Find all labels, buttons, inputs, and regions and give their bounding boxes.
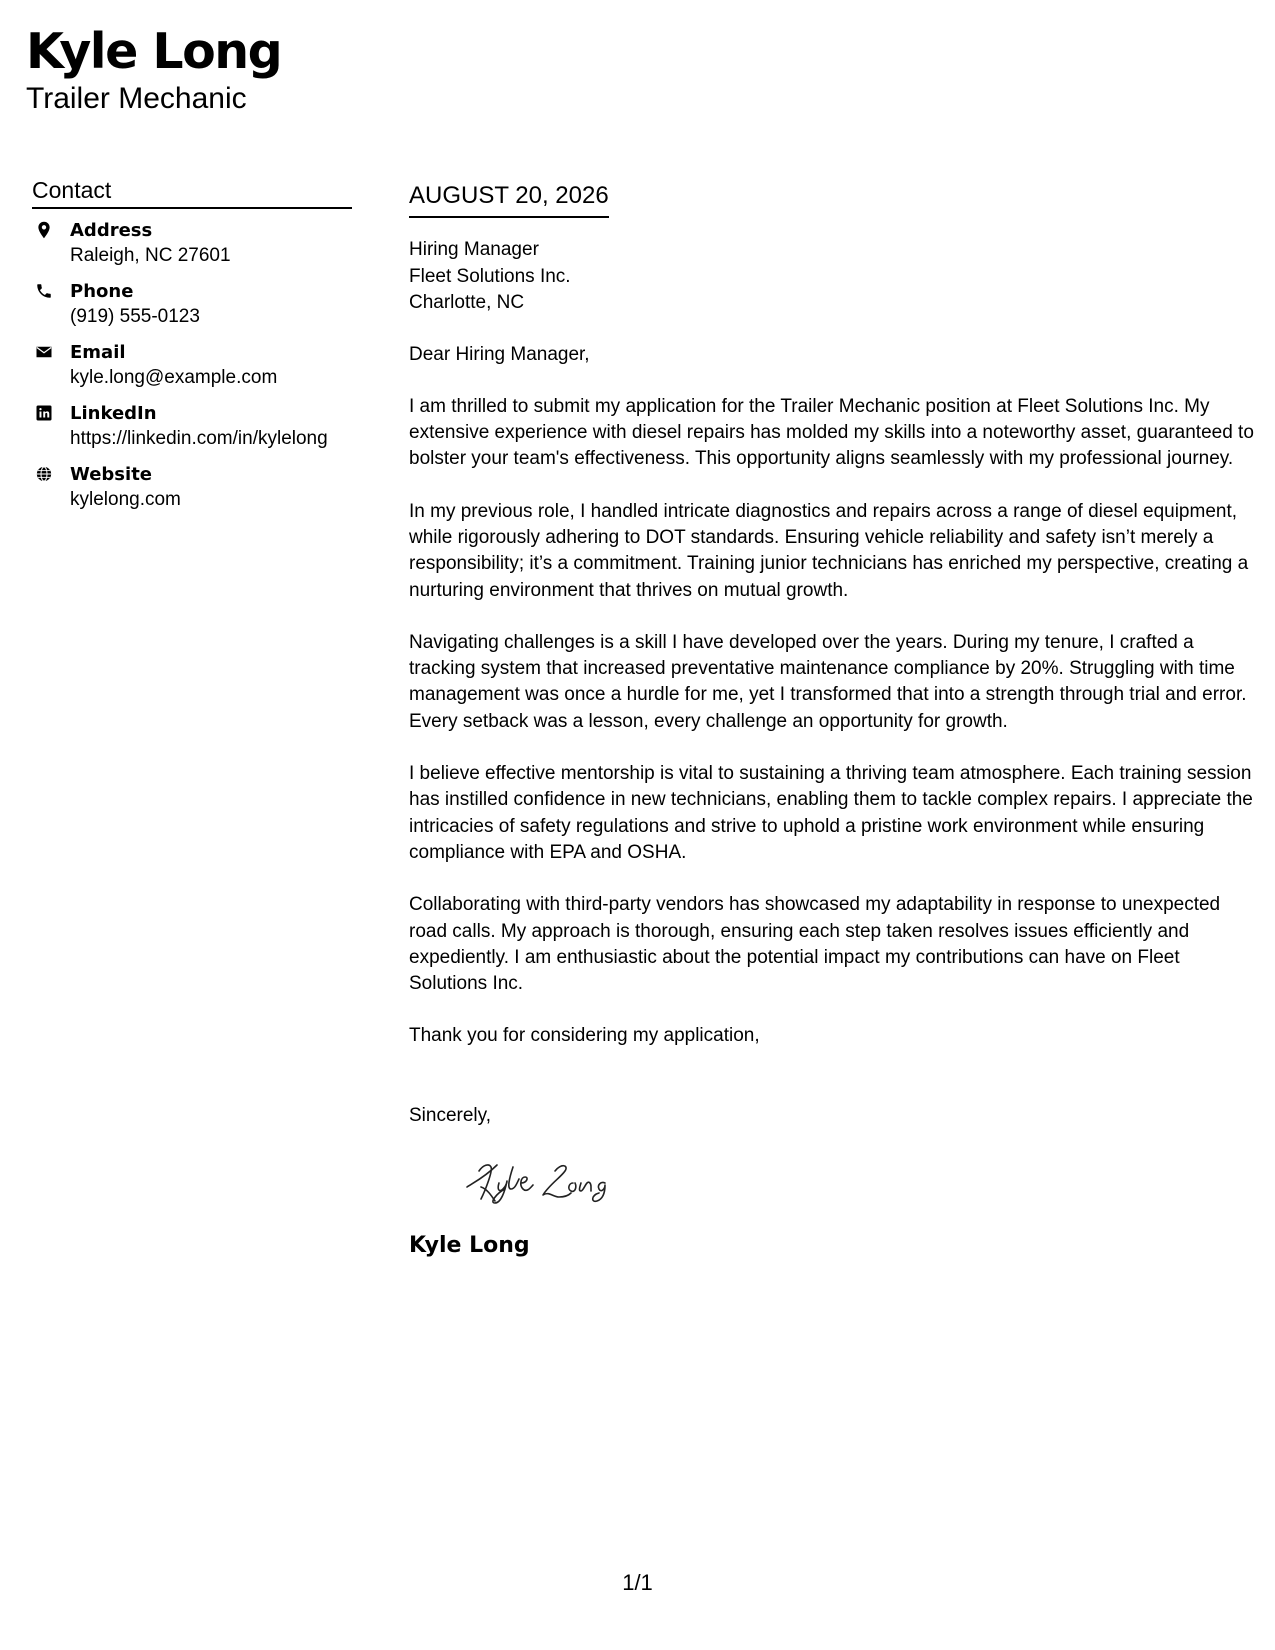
email-icon xyxy=(32,341,70,361)
linkedin-icon xyxy=(32,402,70,422)
body-paragraph: I believe effective mentorship is vital to sustaining a thriving team atmosphere. Each training session has instilled confidence in new technicians, enabling them to tackle complex repairs. I appreciate the intricacies of safety regulations and strive to uphold a pristine work environment while ensuring compliance with EPA and OSHA. xyxy=(409,763,1253,863)
email-value[interactable]: kyle.long@example.com xyxy=(70,367,278,388)
contact-label: Address xyxy=(70,220,153,241)
page-number: 1/1 xyxy=(622,1570,653,1595)
salutation: Dear Hiring Manager, xyxy=(409,343,590,365)
body-paragraph: Collaborating with third-party vendors has showcased my adaptability in response to unexpected road calls. My approach is thorough, ensuring each step taken resolves issues efficiently and expediently. I am enthusiastic about the potential impact my contributions can have on Fleet Solutions Inc. xyxy=(409,894,1221,995)
body-paragraph: I am thrilled to submit my application for the Trailer Mechanic position at Fleet Solutions Inc. My extensive experience with diesel repairs has molded my skills into a noteworthy asset, guaranteed to bolster your team's effectiveness. This opportunity aligns seamlessly with my professional journey. xyxy=(409,395,1254,470)
contact-linkedin xyxy=(32,402,352,451)
closing-line: Thank you for considering my application, xyxy=(409,1025,760,1047)
resume-header xyxy=(26,22,281,116)
phone-icon xyxy=(32,280,70,300)
signoff: Sincerely, xyxy=(409,1104,492,1126)
recipient-company: Fleet Solutions Inc. xyxy=(409,265,571,287)
contact-heading: Contact xyxy=(32,174,352,209)
recipient-name: Hiring Manager xyxy=(409,239,539,260)
letter-date: AUGUST 20, 2026 xyxy=(409,180,609,218)
contact-label: Phone xyxy=(70,281,134,302)
job-title: Trailer Mechanic xyxy=(26,82,247,115)
linkedin-value[interactable]: https://linkedin.com/in/kylelong xyxy=(70,428,328,449)
body-paragraph: Navigating challenges is a skill I have developed over the years. During my tenure, I crafted a tracking system that increased preventative maintenance compliance by 20%. Struggling with time management was once a hurdle for me, yet I transformed that into a strength through trial and error. Every setback was a lesson, every challenge an opportunity for growth. xyxy=(409,631,1247,732)
address-value: Raleigh, NC 27601 xyxy=(70,245,231,266)
map-pin-icon xyxy=(32,219,70,239)
contact-label: Email xyxy=(70,342,126,363)
contact-sidebar xyxy=(32,174,352,524)
contact-address xyxy=(32,219,352,268)
globe-icon xyxy=(32,463,70,483)
signed-name: Kyle Long xyxy=(409,1233,530,1259)
recipient-location: Charlotte, NC xyxy=(409,292,525,313)
contact-website xyxy=(32,463,352,512)
phone-value: (919) 555-0123 xyxy=(70,306,200,327)
website-value[interactable]: kylelong.com xyxy=(70,489,181,510)
applicant-name: Kyle Long xyxy=(26,23,282,80)
contact-label: LinkedIn xyxy=(70,403,157,424)
handwritten-signature xyxy=(459,1153,639,1213)
letter-body xyxy=(409,180,1254,1261)
contact-phone xyxy=(32,280,352,329)
recipient-block xyxy=(409,237,1254,317)
contact-label: Website xyxy=(70,464,153,485)
body-paragraph: In my previous role, I handled intricate diagnostics and repairs across a range of diesel equipment, while rigorously adhering to DOT standards. Ensuring vehicle reliability and safety isn’t merely a responsibility; it’s a commitment. Training junior technicians has enriched my perspective, creating a nurturing environment that thrives on mutual growth. xyxy=(409,500,1249,601)
contact-email xyxy=(32,341,352,390)
